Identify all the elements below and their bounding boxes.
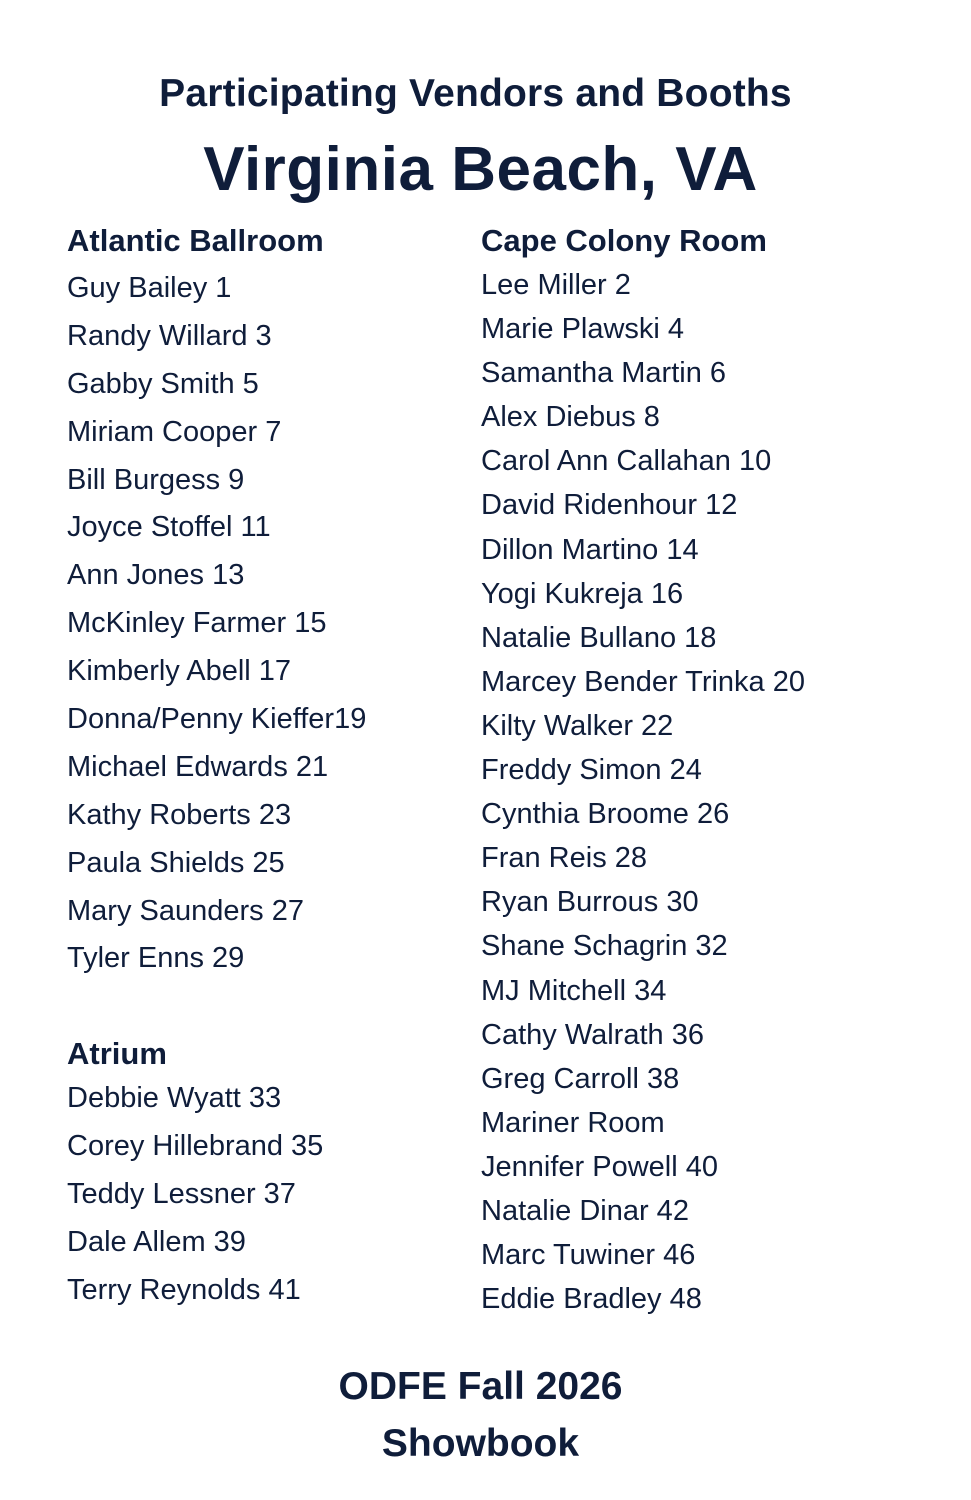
list-item: Fran Reis 28 [481,842,648,875]
list-item: Tyler Enns 29 [67,942,245,975]
list-item: Kathy Roberts 23 [67,798,292,831]
list-item: Carol Ann Callahan 10 [481,445,772,478]
footer-showbook-label: Showbook [381,1422,580,1465]
list-item: Natalie Bullano 18 [481,621,717,654]
list-item: Yogi Kukreja 16 [481,577,684,610]
list-item: Debbie Wyatt 33 [67,1082,282,1115]
page-title: Virginia Beach, VA [203,135,758,204]
atrium-list [67,1075,467,1314]
list-item: Cynthia Broome 26 [481,798,730,831]
footer-event-name: ODFE Fall 2026 [338,1365,623,1408]
list-item: Terry Reynolds 41 [67,1273,301,1306]
list-item: Dillon Martino 14 [481,533,699,566]
list-item: Natalie Dinar 42 [481,1194,689,1227]
list-item: Ryan Burrous 30 [481,886,699,919]
list-item: Miriam Cooper 7 [67,415,282,448]
section-heading-cape-colony-room: Cape Colony Room [481,223,767,258]
list-item: Corey Hillebrand 35 [67,1130,324,1163]
list-item: Teddy Lessner 37 [67,1178,296,1211]
list-item: Bill Burgess 9 [67,463,245,496]
list-item: Kimberly Abell 17 [67,655,292,688]
list-item: Cathy Walrath 36 [481,1018,704,1051]
list-item: Marcey Bender Trinka 20 [481,665,805,698]
list-item: Mary Saunders 27 [67,894,304,927]
section-heading-atrium: Atrium [67,1036,167,1072]
list-item: Shane Schagrin 32 [481,930,728,963]
list-item: Alex Diebus 8 [481,401,660,434]
list-item: Paula Shields 25 [67,846,285,879]
list-item: Kilty Walker 22 [481,709,674,742]
list-item: David Ridenhour 12 [481,489,738,522]
list-item: Lee Miller 2 [481,269,631,301]
list-item: Michael Edwards 21 [67,750,329,783]
list-item: Gabby Smith 5 [67,367,259,400]
list-item: Donna/Penny Kieffer19 [67,703,367,736]
list-item: Greg Carroll 38 [481,1062,680,1095]
left-column [67,220,467,1315]
list-item: Marie Plawski 4 [481,313,685,346]
list-item: Mariner Room [481,1106,665,1139]
list-item: Marc Tuwiner 46 [481,1239,696,1272]
page-subtitle: Participating Vendors and Booths [159,72,792,115]
list-item: Freddy Simon 24 [481,754,702,787]
list-item: Joyce Stoffel 11 [67,511,271,544]
list-item: Eddie Bradley 48 [481,1283,702,1316]
list-item: MJ Mitchell 34 [481,974,667,1007]
list-item: Ann Jones 13 [67,559,245,592]
list-item: McKinley Farmer 15 [67,607,327,640]
list-item: Randy Willard 3 [67,319,272,352]
section-heading-atlantic-ballroom: Atlantic Ballroom [67,223,324,258]
right-column [481,220,951,1321]
list-item: Jennifer Powell 40 [481,1150,718,1183]
cape-colony-room-list [481,263,951,1321]
atlantic-ballroom-list [67,265,467,983]
list-item: Samantha Martin 6 [481,357,727,390]
list-item: Dale Allem 39 [67,1226,246,1259]
list-item: Guy Bailey 1 [67,272,232,304]
